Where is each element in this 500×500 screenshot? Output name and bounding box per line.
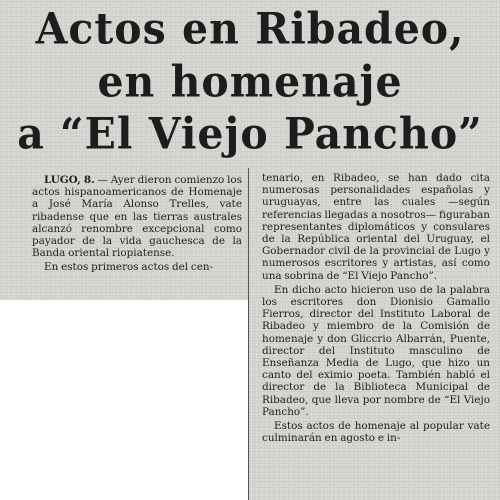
headline-line-1: Actos en Ribadeo, [35,3,465,55]
headline-line-3: a “El Viejo Pancho” [17,108,483,160]
headline-line-2: en homenaje [97,56,403,108]
paragraph-1-text: — Ayer dieron comienzo los actos hispanoamericanos de Homenaje a José María Alonso Trelles, vate ribadense que en las tierras australes alcanzó renombre excepcional como payador de la vida gauchesca de la Banda oriental riopiatense. [32,174,242,260]
article-paragraph-1 [32,174,242,259]
article-paragraph-2-continued: tenario, en Ribadeo, se han dado cita numerosas personalidades españolas y uruguayas, entre las cuales —según referencias llegadas a nosotros— figuraban representantes diplomáticos y consulares de la República oriental del Uruguay, el Gobernador civil de la provincial de Lugo y numerosos escritores y artistas, así como una sobrina de “El Viejo Pancho”. [262,172,490,282]
article-paragraph-3: En dicho acto hicieron uso de la palabra los escritores don Dionisio Gamallo Fierros, director del Instituto Laboral de Ribadeo y miembro de la Comisión de homenaje y don Gliccrio Albarrán, Puente, director del Instituto masculino de Enseñanza Media de Lugo, que hizo un canto del eximio poeta. También habló el director de la Biblioteca Municipal de Ribadeo, que lleva por nombre de “El Viejo Pancho”. [262,283,490,418]
article-left-column [32,174,242,296]
dateline: LUGO, 8. [44,174,95,186]
column-divider [248,168,249,500]
article-paragraph-2: En estos primeros actos del cen- [44,261,214,274]
article-right-column [262,172,490,500]
article-paragraph-4: Estos actos de homenaje al popular vate culminarán en agosto e in- [262,420,490,445]
